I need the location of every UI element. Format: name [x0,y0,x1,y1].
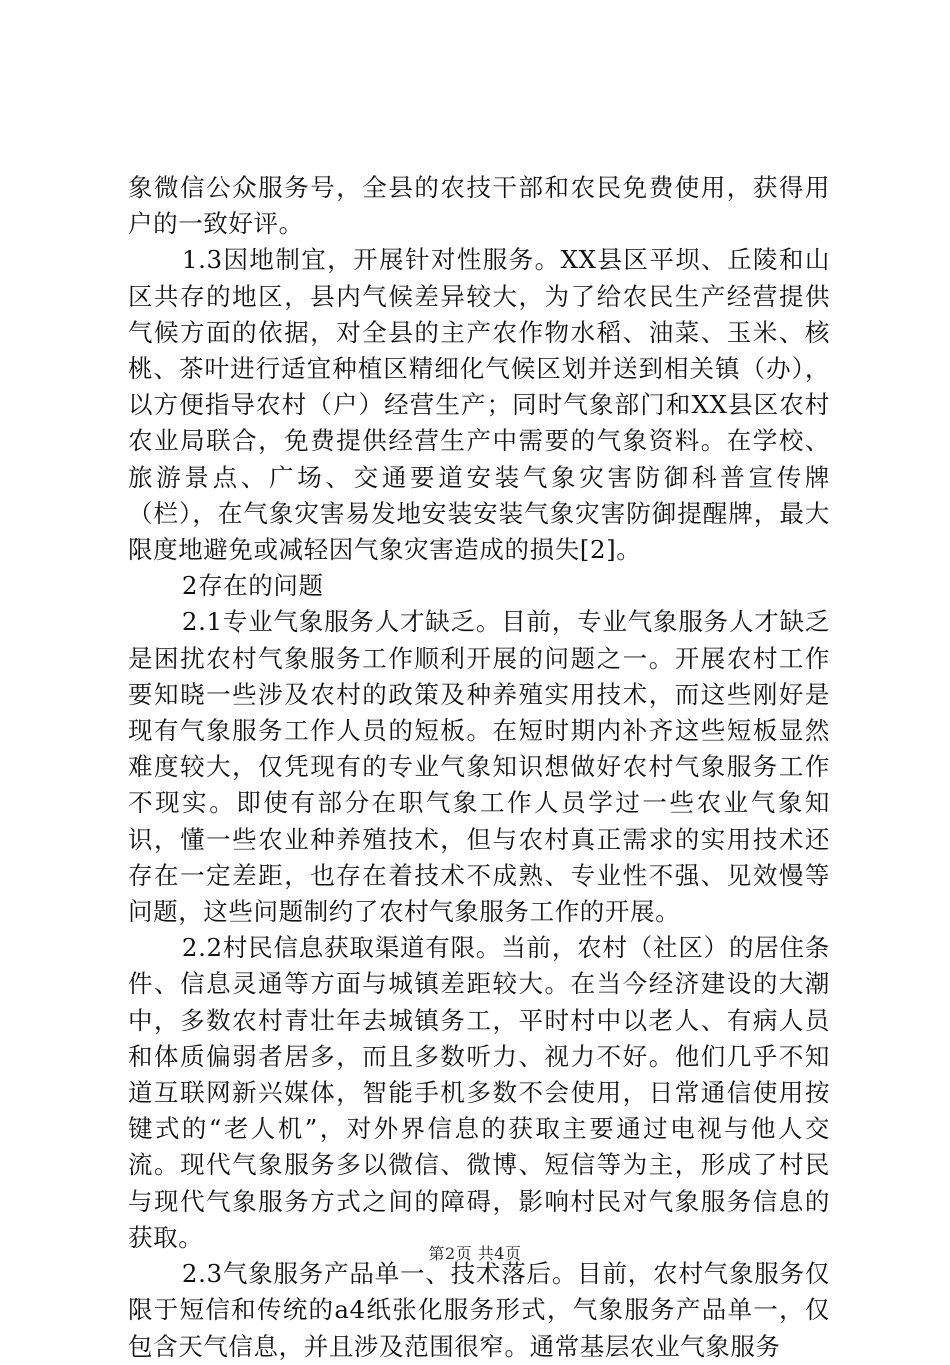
page-footer: 第2页 共4页 [428,1244,522,1263]
document-body [128,170,830,1365]
section-heading-2: 2存在的问题 [181,571,324,601]
paragraph-section-2-1: 2.1专业气象服务人才缺乏。目前，专业气象服务人才缺乏是困扰农村气象服务工作顺利开展的问题之一。开展农村工作要知晓一些涉及农村的政策及种养殖实用技术，而这些刚好是现有气象服务工作人员的短板。在短时期内补齐这些短板显然难度较大，仅凭现有的专业气象知识想做好农村气象服务工作不现实。即使有部分在职气象工作人员学过一些农业气象知识，懂一些农业种养殖技术，但与农村真正需求的实用技术还存在一定差距，也存在着技术不成熟、专业性不强、见效慢等问题，这些问题制约了农村气象服务工作的开展。 [128,607,830,927]
paragraph-section-2-2: 2.2村民信息获取渠道有限。当前，农村（社区）的居住条件、信息灵通等方面与城镇差距较大。在当今经济建设的大潮中，多数农村青壮年去城镇务工，平时村中以老人、有病人员和体质偏弱者居多，而且多数听力、视力不好。他们几乎不知道互联网新兴媒体，智能手机多数不会使用，日常通信使用按键式的“老人机”，对外界信息的获取主要通过电视与他人交流。现代气象服务多以微信、微博、短信等为主，形成了村民与现代气象服务方式之间的障碍，影响村民对气象服务信息的获取。 [128,933,830,1252]
paragraph-section-2-3: 2.3气象服务产品单一、技术落后。目前，农村气象服务仅限于短信和传统的a4纸张化服务形式，气象服务产品单一，仅包含天气信息，并且涉及范围很窄。通常基层农业气象服务 [128,1259,830,1361]
paragraph-continuation: 象微信公众服务号，全县的农技干部和农民免费使用，获得用户的一致好评。 [128,173,830,239]
paragraph-section-1-3: 1.3因地制宜，开展针对性服务。XX县区平坝、丘陵和山区共存的地区，县内气候差异较大，为了给农民生产经营提供气候方面的依据，对全县的主产农作物水稻、油菜、玉米、核桃、茶叶进行适宜种植区精细化气候区划并送到相关镇（办），以方便指导农村（户）经营生产；同时气象部门和XX县区农村农业局联合，免费提供经营生产中需要的气象资料。在学校、旅游景点、广场、交通要道安装气象灾害防御科普宣传牌（栏），在气象灾害易发地安装安装气象灾害防御提醒牌，最大限度地避免或减轻因气象灾害造成的损失[2]。 [128,245,830,565]
